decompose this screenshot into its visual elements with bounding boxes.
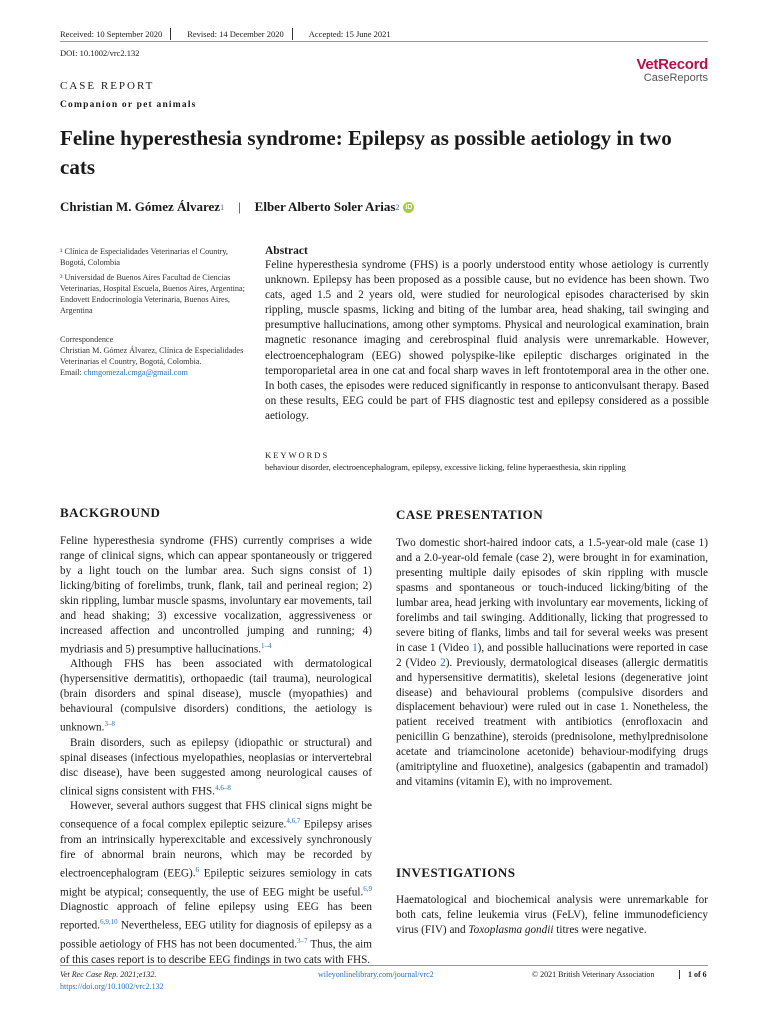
paragraph: Brain disorders, such as epilepsy (idiopathic or structural) and spinal diseases (infectious myelopathies, neoplasias or intervertebral disc disease), have been suggested among neurological causes of clinical signs consistent with FHS.$^{4,6-8}$	[60, 736, 372, 798]
divider	[170, 28, 179, 40]
article-dates	[60, 28, 708, 40]
citation-ref[interactable]: 6,9,10	[100, 918, 118, 927]
citation-ref[interactable]: 1–4	[261, 641, 272, 650]
divider	[292, 28, 301, 40]
citation-ref[interactable]: 3–8	[104, 720, 115, 729]
revised-date: Revised: 14 December 2020	[187, 29, 284, 39]
article-title: Feline hyperesthesia syndrome: Epilepsy as possible aetiology in two cats	[60, 126, 672, 179]
header-rule	[60, 41, 708, 42]
citation-ref[interactable]: 4,6,7	[286, 817, 301, 826]
article-type: CASE REPORT	[60, 80, 155, 92]
accepted-date: Accepted: 15 June 2021	[308, 29, 391, 39]
footer-copyright: © 2021 British Veterinary Association	[532, 970, 655, 979]
doi: DOI: 10.1002/vrc2.132	[60, 48, 140, 58]
journal-logo: VetRecord	[636, 56, 708, 73]
footer-rule	[60, 965, 708, 966]
video-link[interactable]: 1	[472, 641, 478, 654]
affiliation-ref[interactable]: 2	[395, 202, 400, 212]
citation-ref[interactable]: 3–7	[297, 936, 308, 945]
author-list	[60, 199, 414, 215]
paragraph: However, several authors suggest that FHS clinical signs might be consequence of a focal complex epileptic seizure.$^{4,6,7}$ Epilepsy arises from an intrinsically hyperexcitable and excessively synchronously fire of abnormal brain neurons, which may be recorded by electroencephalogram (EEG).$^6$ Epileptic seizures semiology in cats might be atypical; consequently, the use of EEG might be useful.$^{6,9}$ Diagnostic approach of feline epilepsy using EEG has been reported.$^{6,9,10}$ Nevertheless, EEG utility for diagnosis of epilepsy as a possible aetiology of FHS has not been documented.$^{3-7}$ Thus, the aim of this cases report is to describe EEG findings in two cats with FHS.	[60, 800, 372, 966]
author-separator: |	[238, 199, 241, 214]
background-body	[60, 534, 372, 968]
paragraph: Although FHS has been associated with dermatological (hypersensitive dermatitis), orthopaedic (tail trauma), neurological (brain disorders and spinal disease), muscle (myopathies) and behavioural (compulsive disorders) conditions, the aetiology is unknown.$^{3-8}$	[60, 658, 372, 734]
orcid-icon[interactable]: iD	[405, 203, 413, 211]
correspondence-label: Correspondence	[60, 335, 114, 344]
affiliation-2: ² Universidad de Buenos Aires Facultad de Ciencias Veterinarias, Hospital Escuela, Buenos Aires, Argentina; Endovett Endocrinología Veterinaria, Buenos Aires, Argentina	[60, 273, 245, 315]
background-heading: BACKGROUND	[60, 505, 161, 520]
footer-citation: Vet Rec Case Rep. 2021;e132.	[60, 970, 157, 979]
affiliation-ref[interactable]: 1	[220, 202, 225, 212]
citation-ref[interactable]: 6,9	[363, 884, 372, 893]
abstract-text: Feline hyperesthesia syndrome (FHS) is a poorly understood entity whose aetiology is currently unknown. Epilepsy has been proposed as a possible cause, but no evidence has been shown. Two cats, aged 1.5 and 2 years old, were studied for neurological episodes characterised by skin rippling, muscle spasms, licking and biting of the lumbar area, head shaking, tail swinging and presumptive hallucinations, among other symptoms. Physical and neurological examination, brain magnetic resonance imaging and cerebrospinal fluid analysis were unremarkable. However, electroencephalogram (EEG) showed polyspike-like epileptic discharges originated in the temporoparietal area in one cat and focal sharp waves in left frontotemporal area in the other one. In both cases, the episodes were reduced significantly in response to anticonvulsant therapy. Based on these results, EEG could be part of FHS diagnostic test and epilepsy considered as a possible aetiology.	[265, 259, 709, 422]
footer-doi-link[interactable]: https://doi.org/10.1002/vrc2.132	[60, 982, 164, 991]
email-link[interactable]: chmgomezal.cmga@gmail.com	[83, 368, 188, 377]
keywords-heading: KEYWORDS	[265, 450, 330, 460]
video-link[interactable]: 2	[440, 656, 446, 669]
paragraph: Two domestic short-haired indoor cats, a 1.5-year-old male (case 1) and a 2.0-year-old female (case 2), were brought in for examination, presenting multiple daily episodes of skin rippling with muscle spasms and spontaneous or touch-induced licking/biting of the lumbar area, head jerking with involuntary ear movements, licking of forelimbs and tail swinging. Additionally, licking that progressed to severe biting of flanks, limbs and tail for several weeks was present in case 1 (Video 1), and possible hallucinations were reported in case 2 (Video 2). Previously, dermatological diseases (allergic dermatitis and hypersensitive dermatitis), skeletal lesions (degenerative joint disease) and behavioural problems (compulsive disorders and displacement behaviour) were ruled out in case 1. Nonetheless, the patient received treatment with antibiotics (enrofloxacin and penicillin G benzathine), steroids (prednisolone, methylprednisolone acetate and triamcinolone acetonide) behaviour-modifying drugs (amitriptyline and fluoxetine), analgesics (gabapentin and tramadol) and vitamins (vitamin E), with no improvement.	[396, 537, 708, 789]
received-date: Received: 10 September 2020	[60, 29, 163, 39]
case-presentation-heading: CASE PRESENTATION	[396, 507, 544, 522]
paragraph: Feline hyperesthesia syndrome (FHS) currently comprises a wide range of clinical signs, which can appear spontaneously or triggered by a light touch on the lumbar area. Such signs consist of 1) licking/biting of forelimbs, trunk, flank, tail and perineal region; 2) skin rippling, lumbar muscle spasms, involuntary ear movements, tail and head shaking; 3) excessive vocalization, aggressiveness or increased affection and uncontrolled jumping and running; 4) mydriasis and 5) presumptive hallucinations.$^{1-4}$	[60, 535, 372, 656]
abstract-heading: Abstract	[265, 245, 308, 257]
citation-ref[interactable]: 4,6–8	[215, 783, 231, 792]
author-name[interactable]: Christian M. Gómez Álvarez	[60, 199, 221, 214]
author-name[interactable]: Elber Alberto Soler Arias	[254, 199, 396, 214]
correspondence	[60, 334, 250, 378]
article-subtype: Companion or pet animals	[60, 100, 197, 110]
investigations-body	[396, 893, 708, 938]
journal-logo-sub: CaseReports	[643, 72, 708, 84]
page-number: 1 of 6	[679, 970, 707, 979]
keywords-text: behaviour disorder, electroencephalogram, epilepsy, excessive licking, feline hyperaesthesia, skin rippling	[265, 462, 626, 472]
email-label: Email:	[60, 368, 84, 377]
case-presentation-body	[396, 536, 708, 790]
paragraph: Haematological and biochemical analysis were unremarkable for both cats, feline leukemia virus (FeLV), feline immunodeficiency virus (FIV) and Toxoplasma gondii titres were negative.	[396, 894, 708, 936]
footer-site-link[interactable]: wileyonlinelibrary.com/journal/vrc2	[318, 970, 434, 979]
investigations-heading: INVESTIGATIONS	[396, 865, 516, 880]
citation-ref[interactable]: 6	[195, 865, 200, 874]
correspondence-text: Christian M. Gómez Álvarez, Clínica de Especialidades Veterinarias el Country, Bogotá, Colombia.	[60, 346, 244, 366]
affiliation-1: ¹ Clínica de Especialidades Veterinarias el Country, Bogotá, Colombia	[60, 247, 228, 267]
